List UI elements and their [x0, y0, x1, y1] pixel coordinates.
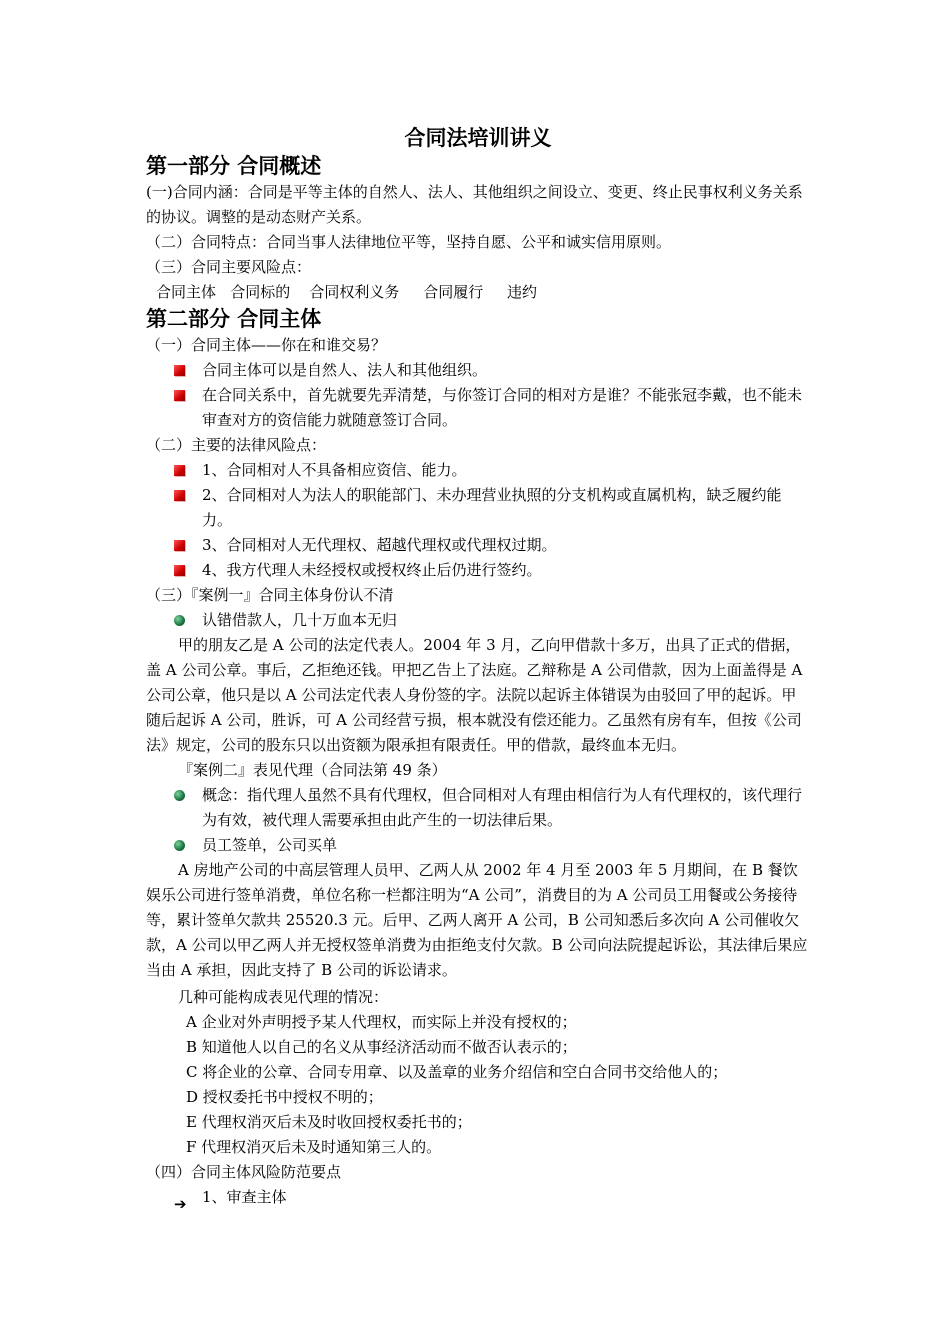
- red-square-bullet-icon: [174, 390, 185, 401]
- case2-paragraph: A 房地产公司的中高层管理人员甲、乙两人从 2002 年 4 月至 2003 年 5 月期间，在 B 餐饮娱乐公司进行签单消费，单位名称一栏都注明为“A 公司”，消费目的为 A 公司员工用餐或公务接待等，累计签单欠款共 25520.3 元。后甲、乙两人离开 A 公司，B 公司知悉后多次向 A 公司催收欠款，A 公司以甲乙两人并无授权签单消费为由拒绝支付欠款。B 公司向法院提起诉讼，其法律后果应当由 A 承担，因此支持了 B 公司的诉讼请求。: [146, 861, 808, 979]
- part1-paragraph-3: （三）合同主要风险点：: [146, 258, 312, 276]
- list-item-text: 概念：指代理人虽然不具有代理权，但合同相对人有理由相信行为人有代理权的，该代理行为有效，被代理人需要承担由此产生的一切法律后果。: [202, 786, 803, 829]
- list-item-text: 2、合同相对人为法人的职能部门、未办理营业执照的分支机构或直属机构，缺乏履约能力。: [202, 486, 782, 529]
- list-item-text: 3、合同相对人无代理权、超越代理权或代理权过期。: [202, 536, 557, 554]
- list-item: [146, 483, 810, 533]
- green-globe-bullet-icon: [174, 615, 185, 626]
- document-title: 合同法培训讲义: [404, 125, 552, 150]
- red-square-bullet-icon: [174, 490, 185, 501]
- section-4-heading: （四）合同主体风险防范要点: [146, 1163, 342, 1181]
- arrow-right-bullet-icon: ➔: [174, 1195, 187, 1213]
- part1-paragraph-2: （二）合同特点：合同当事人法律地位平等，坚持自愿、公平和诚实信用原则。: [146, 233, 672, 251]
- list-item: [146, 358, 810, 383]
- list-item: [146, 383, 810, 433]
- situation-item: C 将企业的公章、合同专用章、以及盖章的业务介绍信和空白合同书交给他人的；: [186, 1063, 728, 1081]
- list-item-text: 员工签单，公司买单: [202, 836, 338, 854]
- list-item-text: 1、审查主体: [202, 1188, 287, 1206]
- situations-heading: 几种可能构成表见代理的情况：: [178, 988, 389, 1006]
- list-item-text: 在合同关系中，首先就要先弄清楚，与你签订合同的相对方是谁？不能张冠李戴，也不能未审查对方的资信能力就随意签订合同。: [202, 386, 803, 429]
- red-square-bullet-icon: [174, 365, 185, 376]
- document-body: [146, 124, 810, 1213]
- red-square-bullet-icon: [174, 465, 185, 476]
- case1-paragraph: 甲的朋友乙是 A 公司的法定代表人。2004 年 3 月，乙向甲借款十多万，出具了正式的借据，盖 A 公司公章。事后，乙拒绝还钱。甲把乙告上了法庭。乙辩称是 A 公司借款，因为上面盖得是 A 公司公章，他只是以 A 公司法定代表人身份签的字。法院以起诉主体错误为由驳回了甲的起诉。甲随后起诉 A 公司，胜诉，可 A 公司经营亏损，根本就没有偿还能力。乙虽然有房有车，但按《公司法》规定，公司的股东只以出资额为限承担有限责任。甲的借款，最终血本无归。: [146, 636, 803, 754]
- section-3-heading: （三）『案例一』合同主体身份认不清: [146, 586, 394, 604]
- situation-item: A 企业对外声明授予某人代理权，而实际上并没有授权的；: [186, 1013, 577, 1031]
- part1-paragraph-1: (一)合同内涵：合同是平等主体的自然人、法人、其他组织之间设立、变更、终止民事权利义务关系的协议。调整的是动态财产关系。: [146, 183, 803, 226]
- list-item-text: 1、合同相对人不具备相应资信、能力。: [202, 461, 467, 479]
- part2-heading: 第二部分 合同主体: [146, 307, 322, 331]
- list-item: [146, 533, 810, 558]
- situation-item: D 授权委托书中授权不明的；: [186, 1088, 383, 1106]
- section-1-heading: （一）合同主体——你在和谁交易？: [146, 336, 387, 354]
- situation-item: B 知道他人以自己的名义从事经济活动而不做否认表示的；: [186, 1038, 577, 1056]
- list-item: [146, 558, 810, 583]
- list-item: [146, 783, 810, 833]
- red-square-bullet-icon: [174, 540, 185, 551]
- situation-item: E 代理权消灭后未及时收回授权委托书的；: [186, 1113, 472, 1131]
- case2-heading: 『案例二』表见代理（合同法第 49 条）: [178, 761, 447, 779]
- situation-item: F 代理权消灭后未及时通知第三人的。: [186, 1138, 442, 1156]
- list-item: [146, 1185, 810, 1213]
- list-item: [146, 458, 810, 483]
- list-item-text: 认错借款人，几十万血本无归: [202, 611, 398, 629]
- green-globe-bullet-icon: [174, 840, 185, 851]
- section-2-heading: （二）主要的法律风险点：: [146, 436, 327, 454]
- list-item: [146, 608, 810, 633]
- part1-heading: 第一部分 合同概述: [146, 154, 322, 178]
- list-item: [146, 833, 810, 858]
- green-globe-bullet-icon: [174, 790, 185, 801]
- red-square-bullet-icon: [174, 565, 185, 576]
- list-item-text: 合同主体可以是自然人、法人和其他组织。: [202, 361, 488, 379]
- list-item-text: 4、我方代理人未经授权或授权终止后仍进行签约。: [202, 561, 542, 579]
- part1-risk-points: 合同主体 合同标的 合同权利义务 合同履行 违约: [156, 283, 538, 301]
